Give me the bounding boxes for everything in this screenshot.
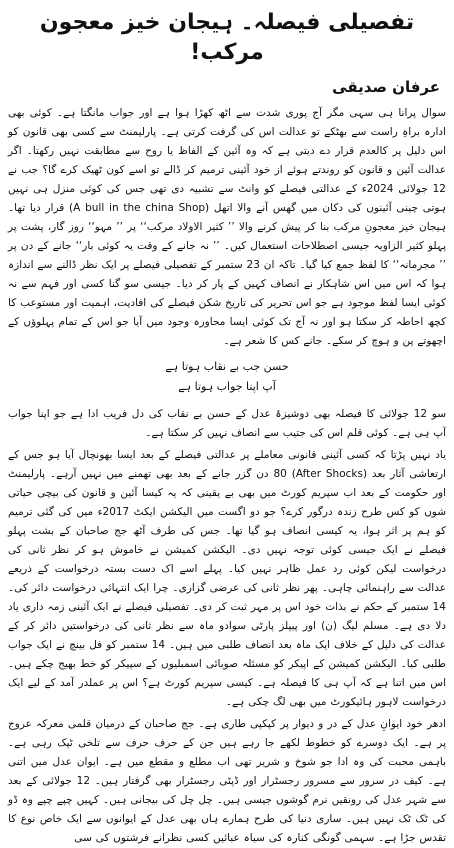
paragraph-2: سو 12 جولائی کا فیصلہ بھی دوشیزۂ عدل کے حسن بے نقاب کی دل فریب ادا ہے جو اپنا جواب آپ ہی ہے۔ کوئی قلم اس کی جتیب سے انصاف نہیں کر سکتا ہے۔	[8, 408, 446, 439]
paragraph-1: سوال پرانا ہی سہی مگر آج پوری شدت سے اٹھ کھڑا ہوا ہے اور جواب مانگتا ہے۔ کوئی بھی ادارہ براہِ راست سے بھٹکے تو عدالت اس کی گرفت کرتی ہے۔ پارلیمنٹ سے کسی بھی قانون کو اس دلیل پر کالعدم قرار دے دیتی ہے کہ وہ آئین کے الفاظ یا روح سے مطابقت نہیں رکھتا۔ اگر عدالت آئین و قانون کو روندتے ہوئے از خود آئینی ترمیم کر ڈالے تو اسے کون ٹھیک کرے گا؟ جب نے 12 جولائی 2024ء کے عدالتی فیصلے کو وانٹ سے تشبیہ دی تھی جس کی کوئی منزل ہی نہیں ہوتی چینی آئینوں کی دکان میں گھس آنے والا اتھل (A bull in the china Shop) قرار دیا تھا۔ ہیجان خیز معجونِ مرکب بنا کر پیش کرنے والا ’’ کثیر الاولاد مرکب‘‘ پر ’’ مہو‘‘ روز گار، پشت پر پہلو کثیر الزاویہ جیسی اصطلاحات استعمال کیں۔ ’’ نہ جانے کے وقت یہ کوئی بار‘‘ جانے کے دن پر ’’ مجرمانہ‘‘ کا لفظ جمع کیا گیا۔ تاکہ ان 23 ستمبر کے تفصیلی فیصلے پر ایک نظر ڈالنے سے اندازہ ہوا کہ اس میں اس شاہکار نے انصاف کہیں کے پار کر دیا۔ جیسی سو گنا کسی اور فہم سے نہ کوئی ایسا لفظ موجود ہے جو اس تحریر کی تاریخ شکن فیصلے کی افادیت، اہمیت اور مستوعب کا کچھ احاطہ کر سکتا ہو اور نہ آج تک کوئی ایسا محاورہ وجود میں آیا جو اس کے تمام پہلوؤں کے اچھوتے پن و ہوچ کر سکے۔ جانے کس کا شعر ہے۔	[8, 107, 446, 347]
paragraph-4: ادھر خود ایوانِ عدل کے در و دیوار پر کپکپی طاری ہے۔ جج صاحبان کے درمیان قلمی معرکہ عروج پر ہے۔ ایک دوسرے کو خطوط لکھے جا رہے ہیں جن کے حرف حرف سے تلخی ٹپک رہی ہے۔ باہمی محبت کی وہ ادا جو شوخ و شریر تھی اب مطلع و مقطع میں ہے۔ ایوان عدل میں اتنی ہے۔ کیف در سرور سے مسرور رجسٹرار اور ڈپٹی رجسٹرار بھی گرفتار ہیں۔ 12 جولائی کے بعد سے شہر عدل کی رونقیں نرم گوشوں جیسی ہیں۔ چل چل کی بیجانی ہیں۔ کہیں چپے چپے وہ ڈو کی ٹک ٹک نہیں ہیں۔ ساری دنیا کی طرح ہمارے ہاں بھی عدل کے ایوانوں سے ایک خاص نوع کا تقدس جڑا ہے۔ سہمی گونگی کنارہ کی سیاہ عبائیں کسی نظرانے فرشتوں کی سی	[8, 718, 446, 844]
article-title: تفصیلی فیصلہ۔ ہیجان خیز معجون مرکب!	[39, 10, 415, 65]
paragraph-3: یاد نہیں پڑتا کہ کسی آئینی قانونی معاملے پر عدالتی فیصلے کے بعد ایسا بھونچال آیا ہو جس کے ارتعاشی آثار بعد (After Shocks) 80 دن گزر جانے کے بعد بھی تھمنے میں نہیں آرہے۔ پارلیمنٹ اور حکومت کے بعد اب سپریم کورٹ میں بھی بے یقینی کہ یہ کیسا آئین و قانون کی بیچی حیاتی شوں کو کس طرح زندہ درگور کرے؟ جو دو اگست میں الیکشن ایکٹ 2017ء میں کی گئی ترمیم کو ہم پر اثر ہوا، یہ کیسی انصاف ہو گیا تھا۔ جس کی طرف آٹھ جج صاحبان کے بشت پہلو فیصلے نے ایک جیسی کوئی توجہ نہیں دی۔ الیکشن کمیشن نے خاموش ہو کر نظر ثانی کی درخواست لیکن کوئی رد عمل ظاہر نہیں کیا۔ پہلے اسے اک دست بستہ درخواست کے ذریعے عدالت سے راہنمائی چاہی۔ پھر نظر ثانی کی عرضی گزاری۔ چرا ایک انتہائی درخواست دائر کی۔ 14 ستمبر کے حکم نے بذات خود اس پر مہر ثبت کر دی۔ تفصیلی فیصلے نے ایک آئینی زمہ داری یاد دلا دی ہے۔ مسلم لیگ (ن) اور پیپلز پارٹی سوادو ماہ سے نظر ثانی کی درخواستیں دائر کر کے عدالت کی دلیل کے خلاف ایک ماہ بعد انصاف طلبی میں ہیں۔ 14 ستمبر کو فل بینچ نے ایک جواب طلبی کیا۔ الیکشن کمیشن کے اپیکر کو مسئلہ صوبائی اسمبلیوں کے سپیکر کو خط بھیج چکے ہیں۔ اس میں اتنا ہے کہ آپ ہی کا فیصلہ ہے۔ کیسی سپریم کورٹ ہے؟ اس پر عملدر آمد کے لیے ایک درخواست لاہور ہائیکورٹ میں بھی لگ چکی ہے۔	[8, 449, 447, 708]
author-name: عرفان صدیقی	[332, 78, 440, 96]
verse-line-2: آپ اپنا جواب ہوتا ہے	[178, 380, 276, 393]
verse-line-1: حسن جب بے نقاب ہوتا ہے	[165, 360, 289, 373]
poetry-verse	[8, 357, 446, 397]
